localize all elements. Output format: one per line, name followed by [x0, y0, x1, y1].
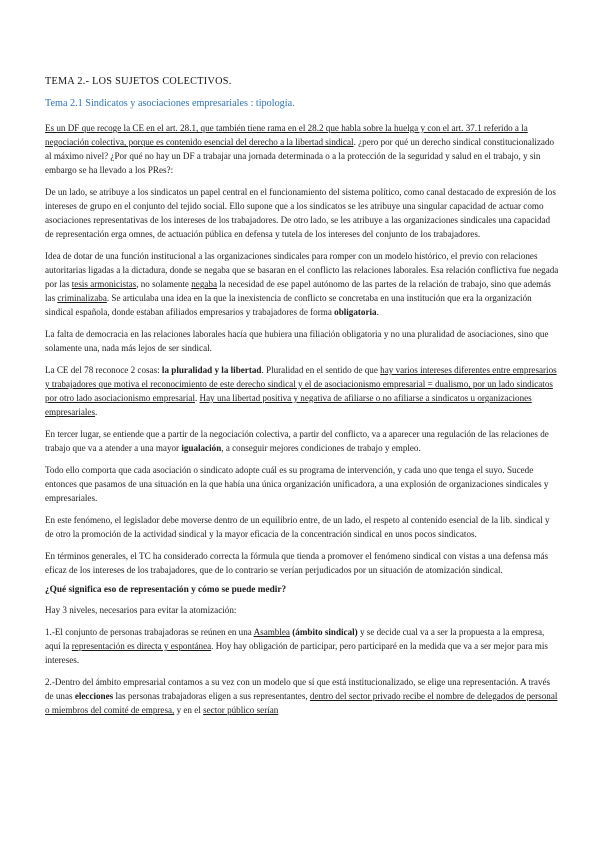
underlined-text: Asamblea [253, 627, 290, 637]
text-run: Idea de dotar de una función institucional a las organizaciones sindicales para romper con un modelo histórico, el previo con relaciones autoritarias ligadas a la dictadura, donde se negaba que se basaran en el conflicto las relaciones laborales. Esa relación conflictiva fue negada por las [45, 251, 559, 289]
paragraph-12 [45, 675, 560, 717]
underlined-text: dentro del sector privado recibe el nombre de delegados de personal o miembros del comité de empresa, [45, 691, 558, 715]
bold-text: igualación [181, 443, 222, 453]
document-title: TEMA 2.- LOS SUJETOS COLECTIVOS. [45, 76, 232, 87]
bold-text: la pluralidad y la libertad [161, 365, 262, 375]
text-run: , no solamente [136, 279, 192, 289]
underlined-text: hay varios intereses diferentes entre empresarios y trabajadores que motiva el reconocimiento de este derecho sindical y el de asociacionismo empresarial = dualismo, por un lado sindicatos por otro lado asociacionismo empresarial [45, 365, 557, 403]
text-run: . [95, 407, 98, 417]
text-run: . Pluralidad en el sentido de que [261, 365, 381, 375]
paragraph-7: Todo ello comporta que cada asociación o sindicato adopte cuál es su programa de intervención, y cada uno que tenga el suyo. Sucede entonces que pasamos de una situación en la que había una única organización unificadora, a una explosión de organizaciones sindicales y empresariales. [45, 465, 549, 503]
text-run: las personas trabajadoras eligen a sus representantes, [113, 691, 310, 701]
section-heading: Tema 2.1 Sindicatos y asociaciones empresariales : tipología. [45, 98, 295, 109]
text-run: En tercer lugar, se entiende que a partir de la negociación colectiva, a partir del conflicto, va a aparecer una regulación de las relaciones de trabajo que va a atender a una mayor [45, 429, 549, 453]
text-run: . ¿pero por qué un derecho sindical constitucionalizado al máximo nivel? ¿Por qué no hay un DF a trabajar una jornada determinada o a la protección de la seguridad y salud en el trabajo, y sin embargo se ha llevado a los PRes?: [45, 137, 555, 175]
text-run: , a conseguir mejores condiciones de trabajo y empleo. [221, 443, 421, 453]
paragraph-6 [45, 427, 560, 455]
bold-text: elecciones [74, 691, 114, 701]
paragraph-2: De un lado, se atribuye a los sindicatos un papel central en el funcionamiento del sistema político, como canal destacado de expresión de los intereses de grupo en el conjunto del tejido social. Ello supone que a los sindicatos se les atribuye una singular capacidad de actuar como asociaciones representativas de los intereses de los trabajadores. De otro lado, se les atribuye a las organizaciones sindicales una capacidad de representación erga omnes, de actuación pública en defensa y tutela de los intereses del conjunto de los trabajadores. [45, 187, 556, 239]
underlined-text: Es un DF que recoge la CE en el art. 28.1, que también tiene rama en el 28.2 que habla sobre la huelga y con el art. 37.1 referido a la negociación colectiva, porque es contenido esencial del derecho a la libertad sindical [45, 123, 528, 147]
underlined-text: criminalizaba [57, 293, 107, 303]
paragraph-5 [45, 363, 560, 419]
bold-text: obligatoria [334, 307, 377, 317]
text-run: y se decide cual va a ser la propuesta a la empresa, aquí la [45, 627, 545, 651]
paragraph-9: En términos generales, el TC ha considerado correcta la fórmula que tienda a promover el fenómeno sindical con vistas a una defensa más eficaz de los intereses de los trabajadores, que de lo contrario se verían perjudicados por un situación de atomización sindical. [45, 551, 549, 575]
paragraph-4: La falta de democracia en las relaciones laborales hacía que hubiera una filiación obligatoria y no una pluralidad de asociaciones, sino que solamente una, nada más lejos de ser sindical. [45, 329, 549, 353]
text-run: . [376, 307, 379, 317]
text-run: 1.-El conjunto de personas trabajadoras se reúnen en una [45, 627, 254, 637]
text-run: 2.-Dentro del ámbito empresarial contamos a su vez con un modelo que sí que está institucionalizado, se elige una representación. A través de unas [45, 677, 551, 701]
underlined-text: sector público serían [203, 705, 279, 715]
text-run: . Se articulaba una idea en la que la inexistencia de conflicto se concretaba en una institución que era la organización sindical española, donde estaban afiliados empresarios y trabajadores de forma [45, 293, 532, 317]
paragraph-1 [45, 121, 560, 177]
text-run: . [195, 393, 200, 403]
text-run: la necesidad de ese papel autónomo de las partes de la relación de trabajo, sino que además las [45, 279, 551, 303]
text-run: La CE del 78 reconoce 2 cosas: [45, 365, 162, 375]
underlined-text: Hay una libertad positiva y negativa de afiliarse o no afiliarse a sindicatos u organizaciones empresariales [45, 393, 532, 417]
paragraph-8: En este fenómeno, el legislador debe moverse dentro de un equilibrio entre, de un lado, el respeto al contenido esencial de la lib. sindical y de otro la promoción de la actividad sindical y la mayor eficacia de la concentración sindical en unos pocos sindicatos. [45, 515, 550, 539]
underlined-text: negaba [191, 279, 217, 289]
text-run: . Hoy hay obligación de participar, pero participaré en la medida que va a ser mejor para mis intereses. [45, 641, 548, 665]
bold-text: (ámbito sindical) [292, 627, 358, 637]
underlined-text: representación es directa y espontánea [71, 641, 212, 651]
paragraph-10: Hay 3 niveles, necesarios para evitar la atomización: [45, 605, 237, 615]
document-body [45, 76, 560, 725]
text-run: y en el [174, 705, 204, 715]
question-heading: ¿Qué significa eso de representación y cómo se puede medir? [45, 585, 287, 595]
paragraph-3 [45, 249, 560, 319]
paragraph-11 [45, 625, 560, 667]
underlined-text: tesis armonicistas [71, 279, 137, 289]
